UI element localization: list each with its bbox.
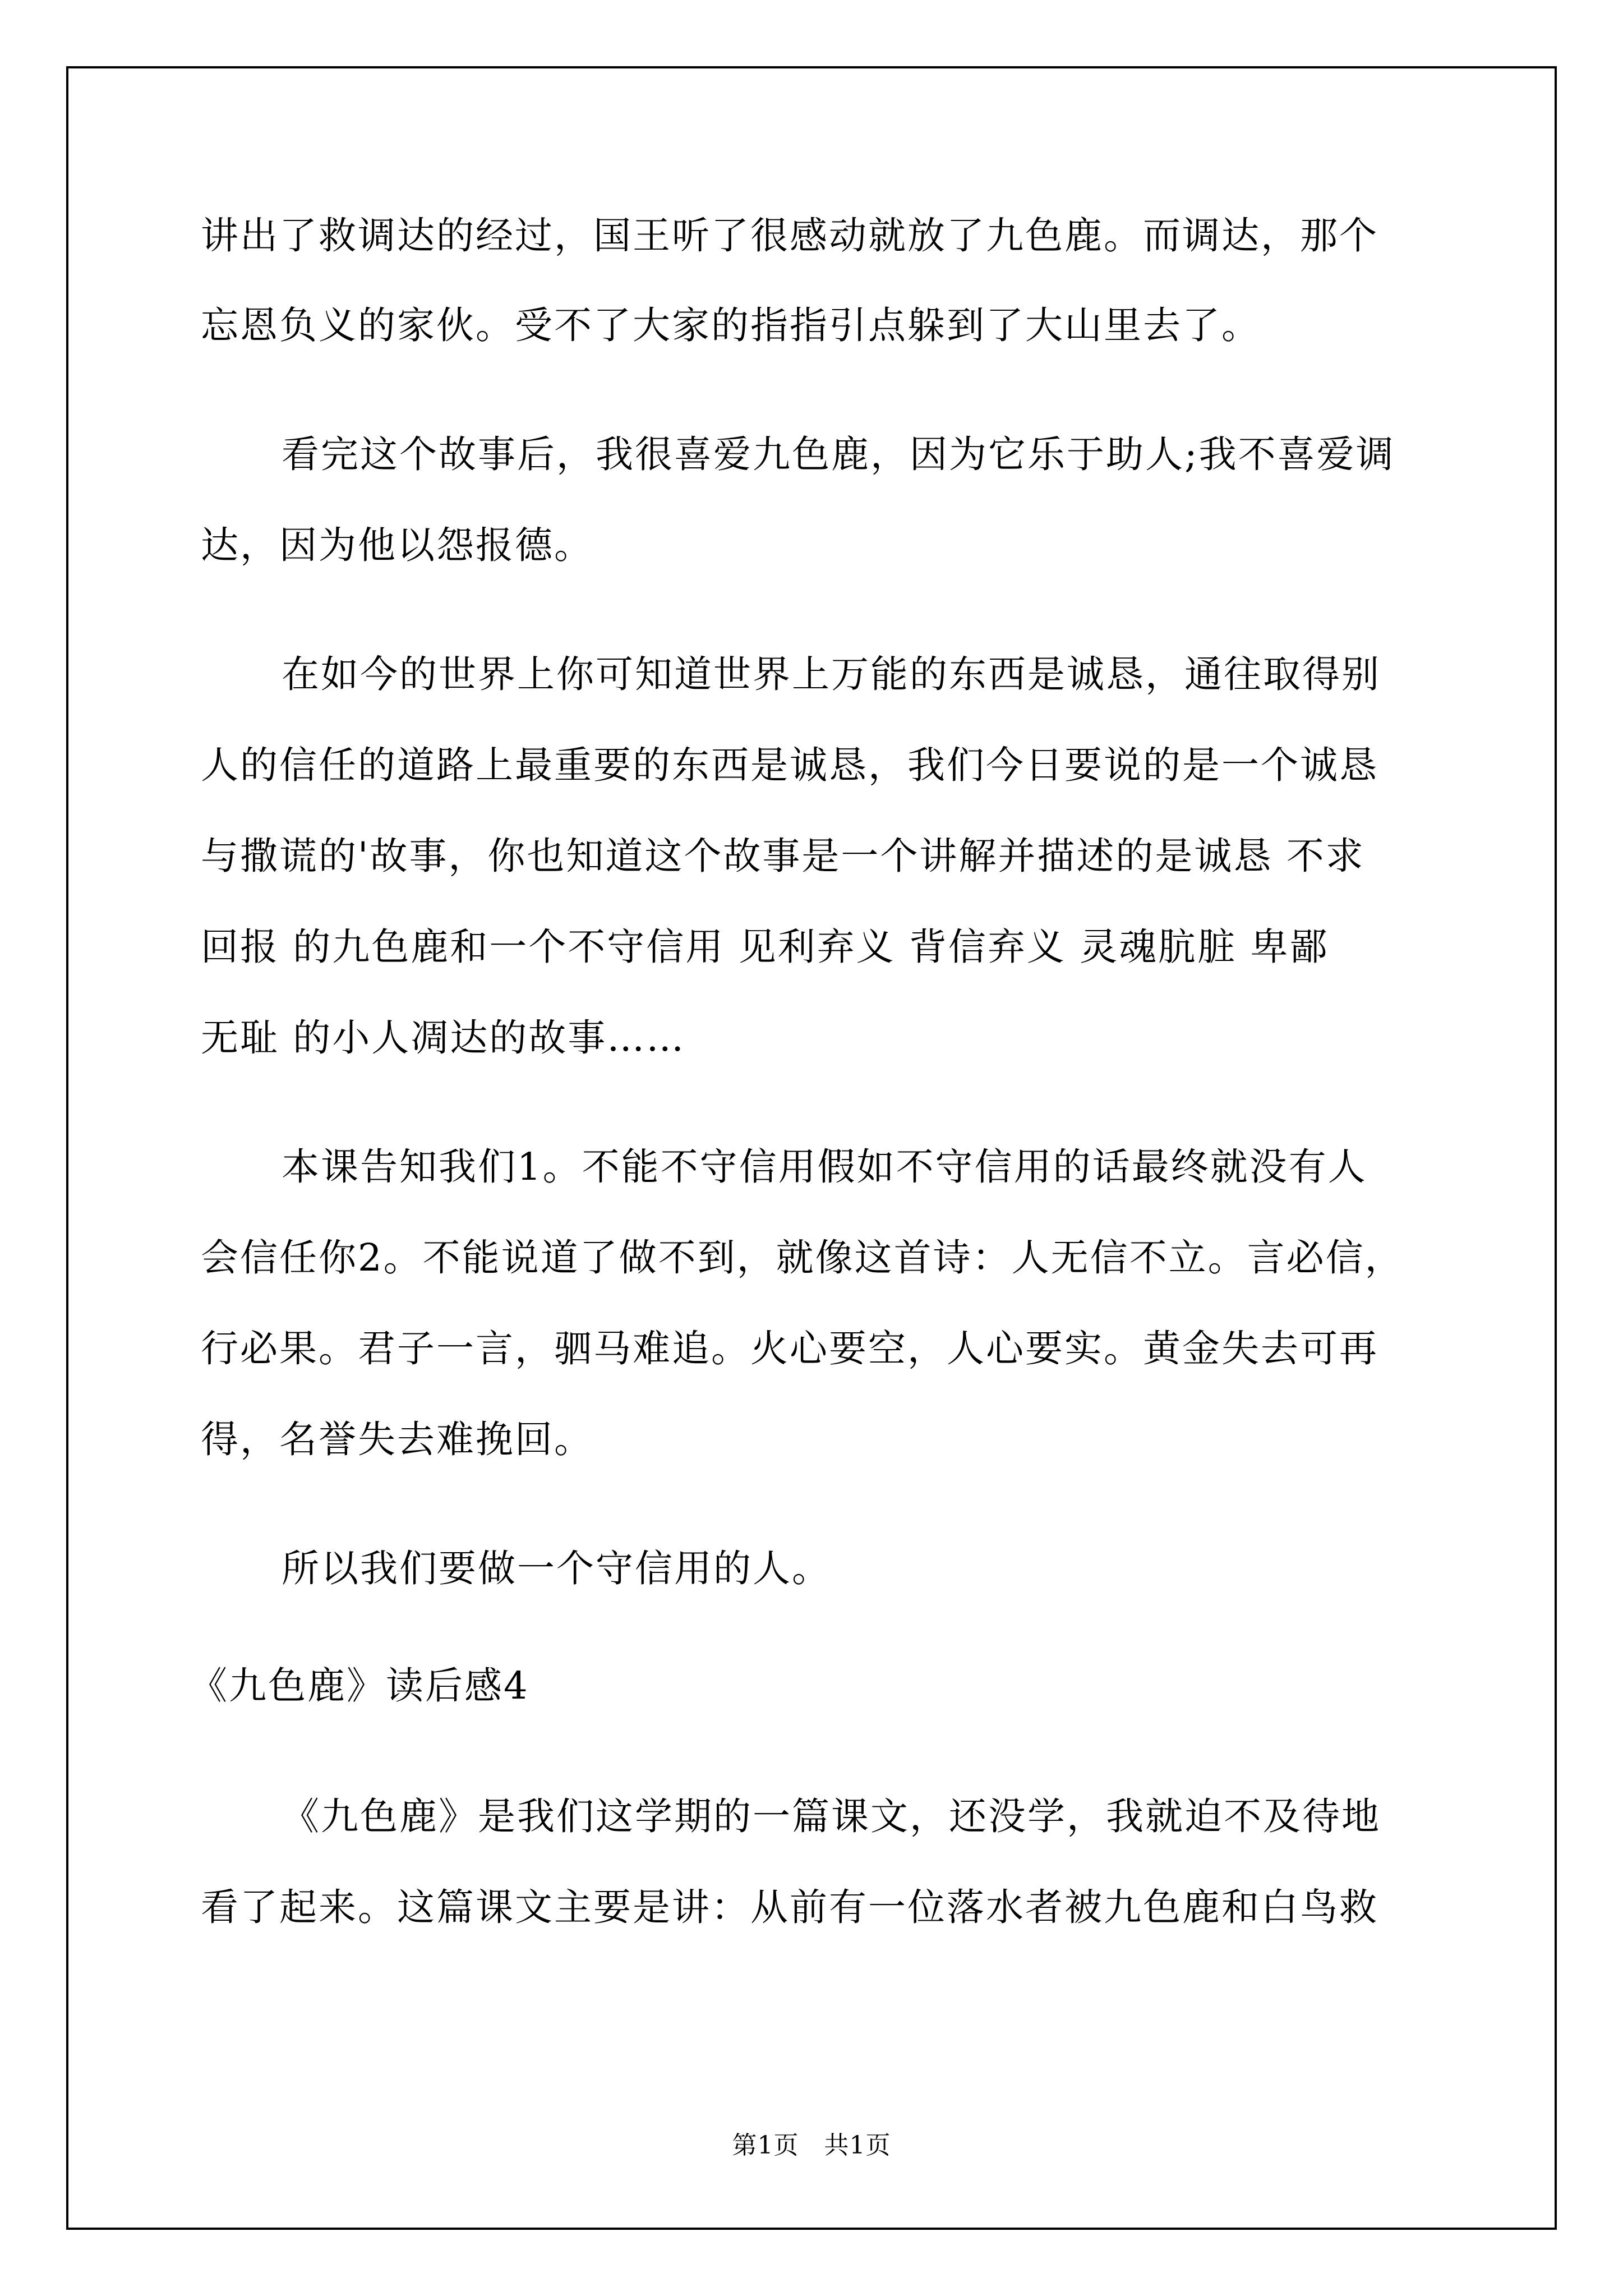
paragraph-first-line: 在如今的世界上你可知道世界上万能的东西是诚恳，通往取得别: [282, 652, 1381, 696]
paragraph-first-line: 《九色鹿》是我们这学期的一篇课文，还没学，我就迫不及待地: [282, 1795, 1381, 1838]
text-line: 会信任你2。不能说道了做不到，就像这首诗：人无信不立。言必信，: [201, 1236, 1404, 1280]
text-line: 无耻 的小人凋达的故事……: [201, 1016, 686, 1060]
text-line: 看了起来。这篇课文主要是讲：从前有一位落水者被九色鹿和白鸟救: [201, 1885, 1378, 1929]
paragraph-first-line: 看完这个故事后，我很喜爱九色鹿，因为它乐于助人;我不喜爱调: [282, 432, 1395, 476]
text-line: 讲出了救调达的经过，国王听了很感动就放了九色鹿。而调达，那个: [201, 214, 1378, 257]
paragraph-first-line: 本课告知我们1。不能不守信用假如不守信用的话最终就没有人: [282, 1145, 1367, 1189]
page-footer: 第1页 共1页: [732, 2131, 891, 2160]
text-line: 得，名誉失去难挽回。: [201, 1418, 593, 1461]
text-line: 人的信任的道路上最重要的东西是诚恳，我们今日要说的是一个诚恳: [201, 743, 1378, 787]
text-line: 行必果。君子一言，驷马难追。火心要空，人心要实。黄金失去可再: [201, 1327, 1378, 1370]
paragraph-first-line: 所以我们要做一个守信用的人。: [282, 1547, 831, 1590]
text-line: 忘恩负义的家伙。受不了大家的指指引点躲到了大山里去了。: [201, 303, 1261, 347]
text-line: 回报 的九色鹿和一个不守信用 见利弃义 背信弃义 灵魂肮脏 卑鄙: [201, 925, 1329, 969]
section-heading: 《九色鹿》读后感4: [190, 1664, 529, 1708]
text-line: 达，因为他以怨报德。: [201, 523, 593, 567]
text-line: 与撒谎的'故事，你也知道这个故事是一个讲解并描述的是诚恳 不求: [201, 834, 1365, 878]
